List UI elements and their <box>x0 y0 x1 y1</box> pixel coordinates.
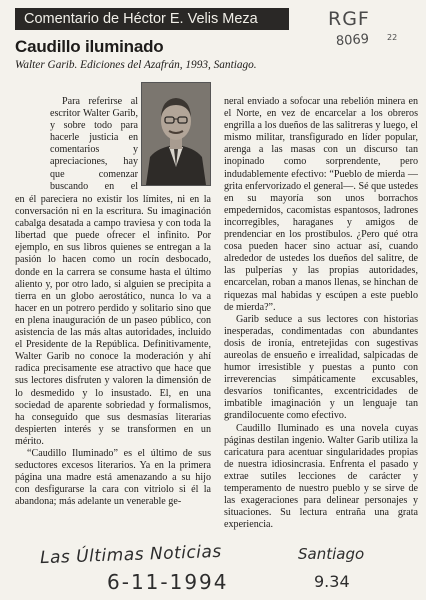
body-paragraph: neral enviado a sofocar una rebelión minera en el Norte, en vez de encarcelar a los obreros engrilla a los dueños de las salitreras y luego, el mismo militar, transfigurado en líder popular, arenga a las masas con un discurso tan inopinado como sorprendente, pero indudablemente efectivo: “Pueblo de mierda —grita enfervorizado el general—. Sé que ustedes en su mayoría son unos borrachos empedernidos, cacomistas espantosos, ladrones incorregibles, haraganes y amigos de prendenciar en los prostíbulos. ¿Pero qué otra cosa pueden hacer sino actuar así, cuando alrededor de ustedes los dueños del salitre, de las pulperías y las propias autoridades, encarcelan, roban a manos llenas, se hinchan de riquezas mal habidas y escúpen a este pueblo de mierda?”. <box>224 96 418 313</box>
body-paragraph: Caudillo Iluminado es una novela cuyas páginas destilan ingenio. Walter Garib utiliza la caricatura para acentuar singularidades propias de nuestra idiosincrasia. Enfrenta el pasado y extrae sutiles lecciones de carácter y temperamento de nuestro pueblo y se sirve de las exageraciones para delinear personajes y situaciones. Su lectura entraña una grata experiencia. <box>224 422 418 531</box>
body-paragraph: en él pareciera no existir los límites, ni en la conversación ni en la escritura. Su imaginación cabalga desatada a campo traviesa y con toda la libertad que puede ofrecer el infinito. Por ejemplo, en sus libros quienes se entregan a la pasión lo hacen como un rocín desbocado, donde en la carrera se consume hasta el último aliento y, por otro lado, si alguien se precipita a tierra en un globo aerostático, nunca lo va a hacer en un potrero perdido y solitario sino que en plena inauguración de un paseo público, con asistencia de las más altas autoridades, incluido el Presidente de la República. Definitivamente, Walter Garib no conoce la moderación y ahí radica precisamente ese atractivo que hace que sus lectores disfruten y valoren la dimensión de lo desmedido y lo insustado. El, en una sociedad de aparente sobriedad y formalismos, ha conseguido que sus desmasías literarias despierten interés y se transformen en un mérito. <box>15 194 211 447</box>
body-column-right <box>224 96 418 543</box>
author-portrait-image <box>142 83 210 185</box>
body-column-left <box>15 194 211 587</box>
author-photo <box>141 82 211 186</box>
body-paragraph: “Caudillo Iluminado” es el último de sus seductores excesos literarios. Ya en la primera página una madre está amenazando a su hijo con desfigurarse la cara con vitriolo si él la abandona; más adelante un venerable ge- <box>15 447 211 508</box>
section-header: Comentario de Héctor E. Velis Meza <box>15 8 289 30</box>
body-paragraph: Garib seduce a sus lectores con historias inesperadas, condimentadas con abundantes dosis de ironía, entretejidas con sugestivas aureolas de ensueño e irrealidad, salpicadas de humor irresistible y puestas a punto con irreverencias simpáticamente excusables, desvaríos tonificantes, excentricidades de imbatible imaginación y un lenguaje tan grandilocuente como efectivo. <box>224 313 418 422</box>
page-number: 9.34 <box>314 572 350 591</box>
archive-mark: 22 <box>387 33 398 42</box>
body-column-intro <box>50 96 138 194</box>
body-paragraph: Para referirse al escritor Walter Garib, y sobre todo para hacerle justicia en comentarios y apreciaciones, hay que comenzar buscando en el <box>50 96 138 192</box>
archive-code: RGF <box>328 8 370 30</box>
publication-date: 6-11-1994 <box>107 570 229 594</box>
article-title: Caudillo iluminado <box>15 37 164 56</box>
publication-city: Santiago <box>298 545 365 563</box>
newspaper-name: Las Últimas Noticias <box>39 541 223 569</box>
archive-number: 8069 <box>335 31 370 50</box>
article-byline: Walter Garib. Ediciones del Azafrán, 1993, Santiago. <box>15 59 257 71</box>
